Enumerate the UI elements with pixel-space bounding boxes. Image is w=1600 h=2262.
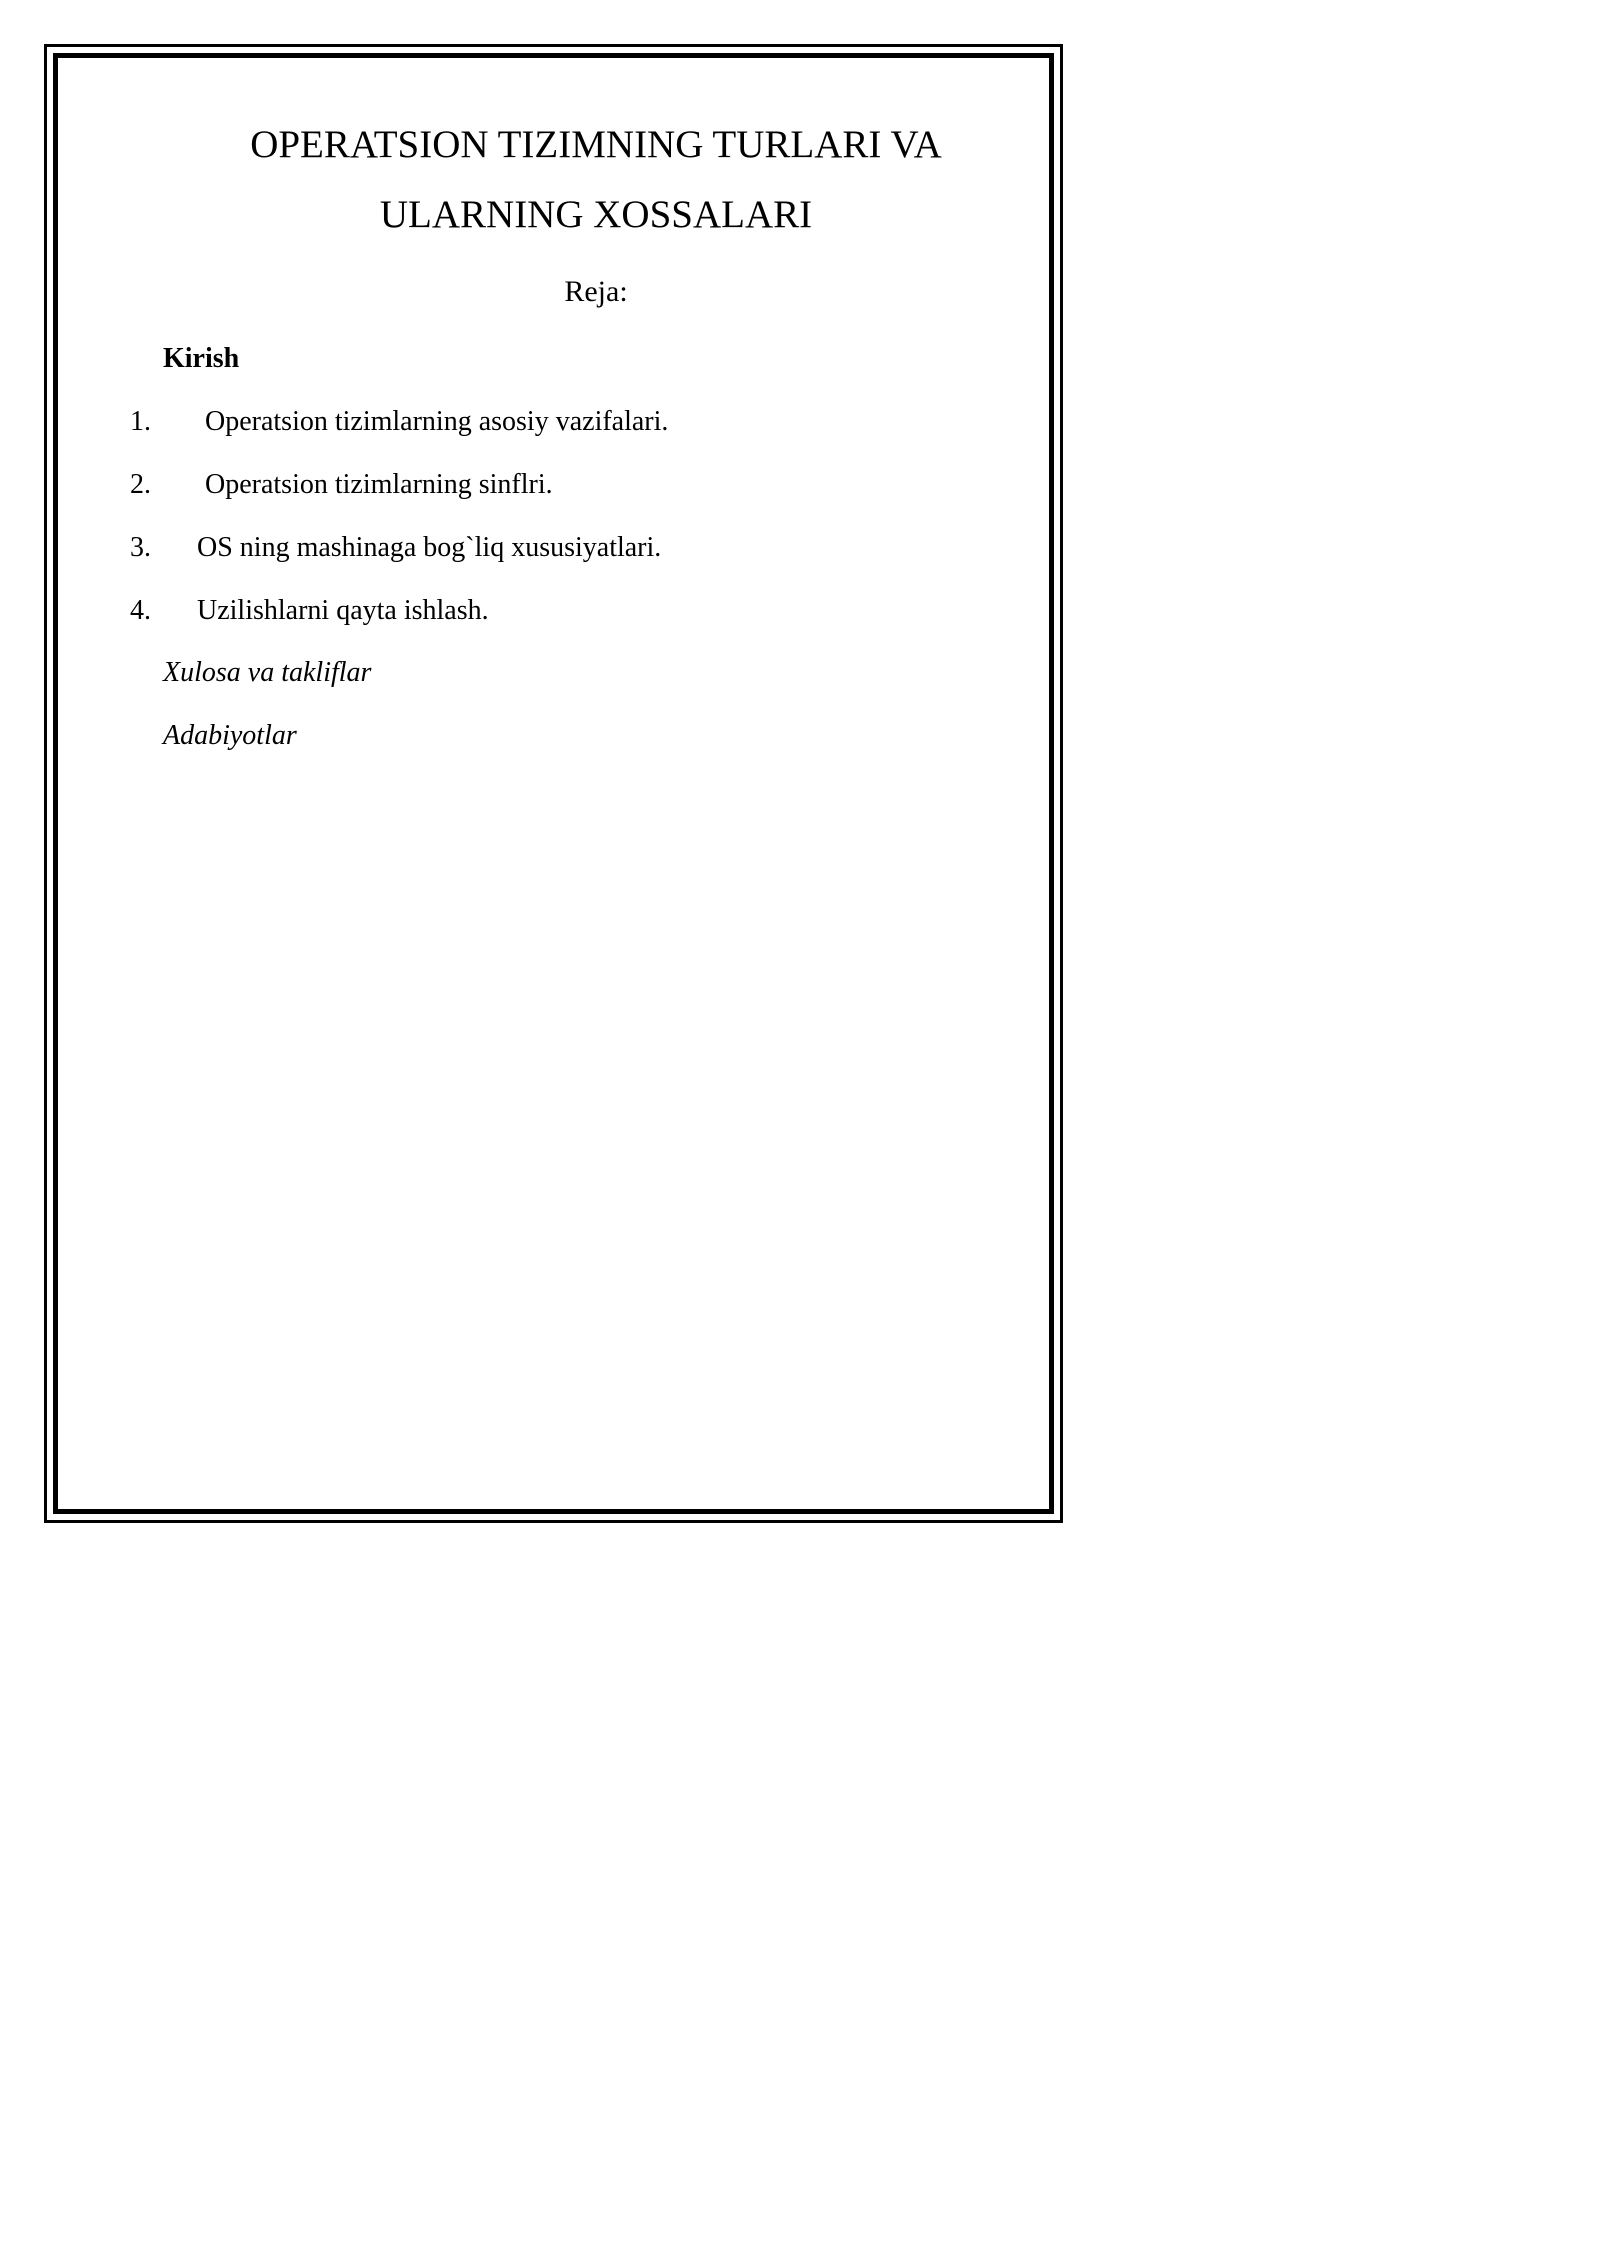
- plan-conclusion: Xulosa va takliflar: [163, 657, 372, 688]
- plan-item-text: Operatsion tizimlarning asosiy vazifalari.: [205, 406, 669, 437]
- page-border-inner: [53, 53, 1054, 1514]
- plan-references: Adabiyotlar: [163, 720, 297, 751]
- plan-item-number: 3.: [130, 532, 151, 563]
- plan-item-number: 1.: [130, 406, 151, 437]
- plan-item-number: 4.: [130, 595, 151, 626]
- plan-item-text: OS ning mashinaga bog`liq xususiyatlari.: [197, 532, 662, 563]
- plan-item-text: Uzilishlarni qayta ishlash.: [197, 595, 489, 626]
- document-title-line-2: ULARNING XOSSALARI: [379, 193, 813, 236]
- plan-introduction: Kirish: [163, 343, 240, 374]
- document-title-line-1: OPERATSION TIZIMNING TURLARI VA: [250, 123, 942, 166]
- plan-item-number: 2.: [130, 469, 151, 500]
- plan-item-text: Operatsion tizimlarning sinflri.: [205, 469, 553, 500]
- plan-heading: Reja:: [564, 275, 628, 308]
